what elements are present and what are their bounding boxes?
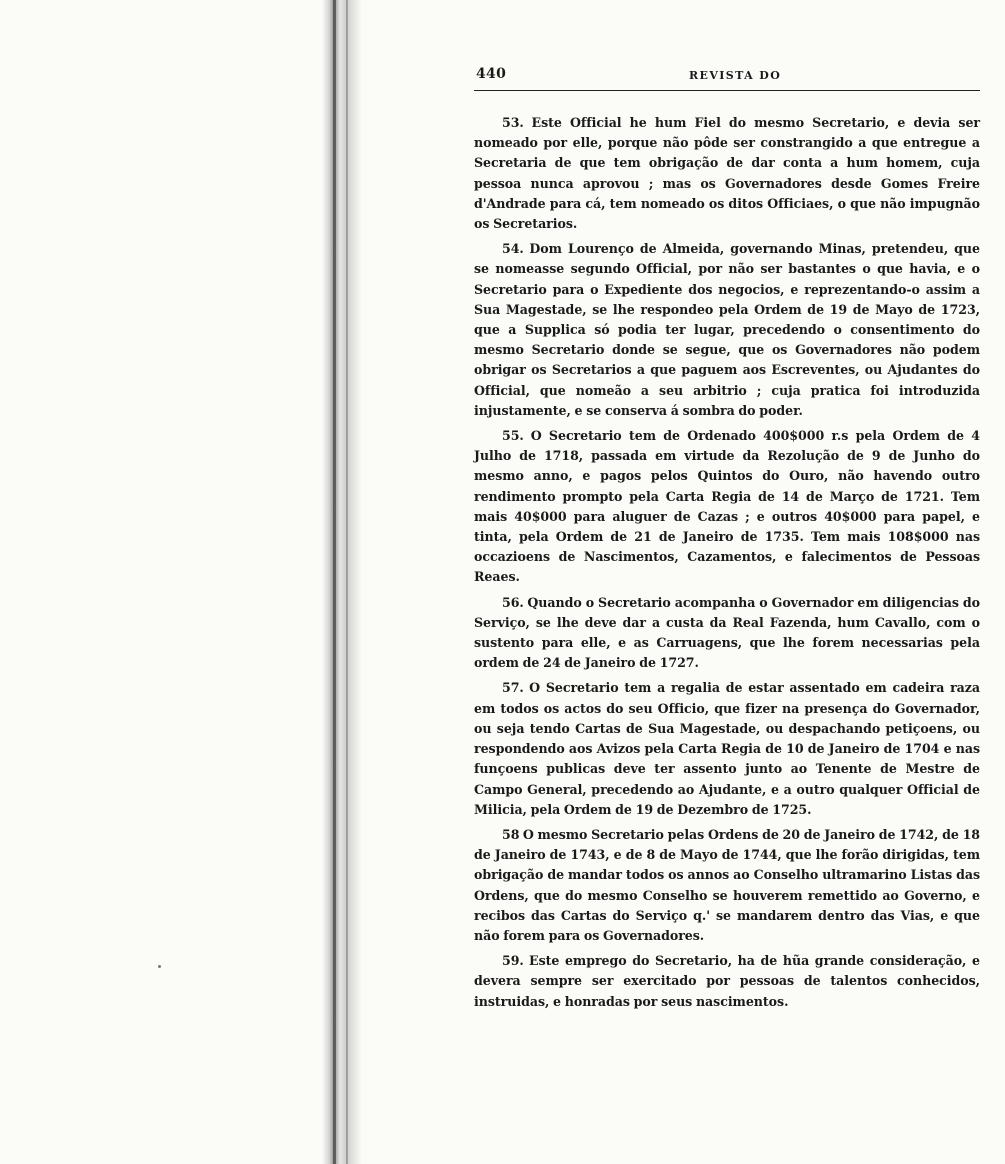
paragraph-53	[474, 113, 980, 234]
paragraph-58	[474, 825, 980, 946]
page-number: 440	[476, 66, 507, 82]
binding-shadow	[322, 0, 362, 1164]
paragraph-text: O Secretario tem de Ordenado 400$000 r.s pela Ordem de 4 Julho de 1718, passada em virtude da Rezolução de 9 de Junho do mesmo anno, e pagos pelos Quintos do Ouro, não havendo outro rendimento prompto pela Carta Regia de 14 de Março de 1721. Tem mais 40$000 para aluguer de Cazas ; e outros 40$000 para papel, e tinta, pela Ordem de 21 de Janeiro de 1735. Tem mais 108$000 nas occazioens de Nascimentos, Cazamentos, e falecimentos de Pessoas Reaes.	[474, 428, 980, 585]
paragraph-59	[474, 951, 980, 1012]
binding-edge-inner	[346, 0, 348, 1164]
paragraph-text: O mesmo Secretario pelas Ordens de 20 de Janeiro de 1742, de 18 de Janeiro de 1743, e de 8 de Mayo de 1744, que lhe forão dirigidas, tem obrigação de mandar todos os annos ao Conselho ultramarino Listas das Ordens, que do mesmo Conselho se houverem remettido ao Governo, e recibos das Cartas do Serviço q.' se mandarem dentro das Vias, e que não forem para os Governadores.	[474, 826, 980, 943]
body-text	[474, 113, 980, 1017]
paragraph-number: 53.	[502, 115, 524, 130]
paragraph-text: Dom Lourenço de Almeida, governando Minas, pretendeu, que se nomeasse segundo Official, por não ser bastantes o que havia, e o Secretario para o Expediente dos negocios, e reprezentando-o assim a Sua Magestade, se lhe respondeo pela Ordem de 19 de Mayo de 1723, que a Supplica só podia ter lugar, precedendo o consentimento do mesmo Secretario donde se segue, que os Governadores não podem obrigar os Secretarios a que paguem aos Escreventes, ou Ajudantes do Official, que nomeão a seu arbitrio ; cuja pratica foi introduzida injustamente, e se conserva á sombra do poder.	[474, 241, 981, 418]
paragraph-56	[474, 593, 980, 674]
paragraph-number: 56.	[502, 594, 524, 610]
binding-edge	[333, 0, 336, 1164]
paragraph-55	[474, 426, 980, 588]
running-head: REVISTA DO	[689, 69, 782, 82]
paragraph-text: Quando o Secretario acompanha o Governador em diligencias do Serviço, se lhe deve dar a custa da Real Fazenda, hum Cavallo, com o sustento para elle, e as Carruagens, que lhe forem necessarias pela ordem de 24 de Janeiro de 1727.	[474, 594, 980, 671]
paragraph-57	[474, 678, 980, 819]
paragraph-text: O Secretario tem a regalia de estar assentado em cadeira raza em todos os actos do seu Officio, que fizer na presença do Governador, ou seja tendo Cartas de Sua Magestade, ou despachando petiçoens, ou respondendo aos Avizos pela Carta Regia de 10 de Janeiro de 1704 e nas funçoens publicas deve ter assento junto ao Tenente de Mestre de Campo General, precedendo ao Ajudante, e a outro qualquer Official de Milicia, pela Ordem de 19 de Dezembro de 1725.	[474, 680, 980, 817]
paragraph-number: 57.	[502, 680, 524, 696]
paragraph-number: 54.	[502, 241, 524, 257]
paragraph-number: 58	[502, 826, 520, 842]
paragraph-54	[474, 239, 980, 421]
paragraph-number: 59.	[502, 953, 524, 969]
paper-speck	[158, 965, 161, 968]
page-header	[474, 64, 980, 91]
paragraph-text: Este emprego do Secretario, ha de hũa grande consideração, e devera sempre ser exercitado por pessoas de talentos conhecidos, instruidas, e honradas por seus nascimentos.	[474, 953, 980, 1009]
paragraph-text: Este Official he hum Fiel do mesmo Secretario, e devia ser nomeado por elle, porque não pôde ser constrangido a que entregue a Secretaria de que tem obrigação de dar conta a hum homem, cuja pessoa nunca aprovou ; mas os Governadores desde Gomes Freire d'Andrade para cá, tem nomeado os ditos Officiaes, o que não impugnão os Secretarios.	[474, 115, 980, 232]
paragraph-number: 55.	[502, 428, 524, 444]
